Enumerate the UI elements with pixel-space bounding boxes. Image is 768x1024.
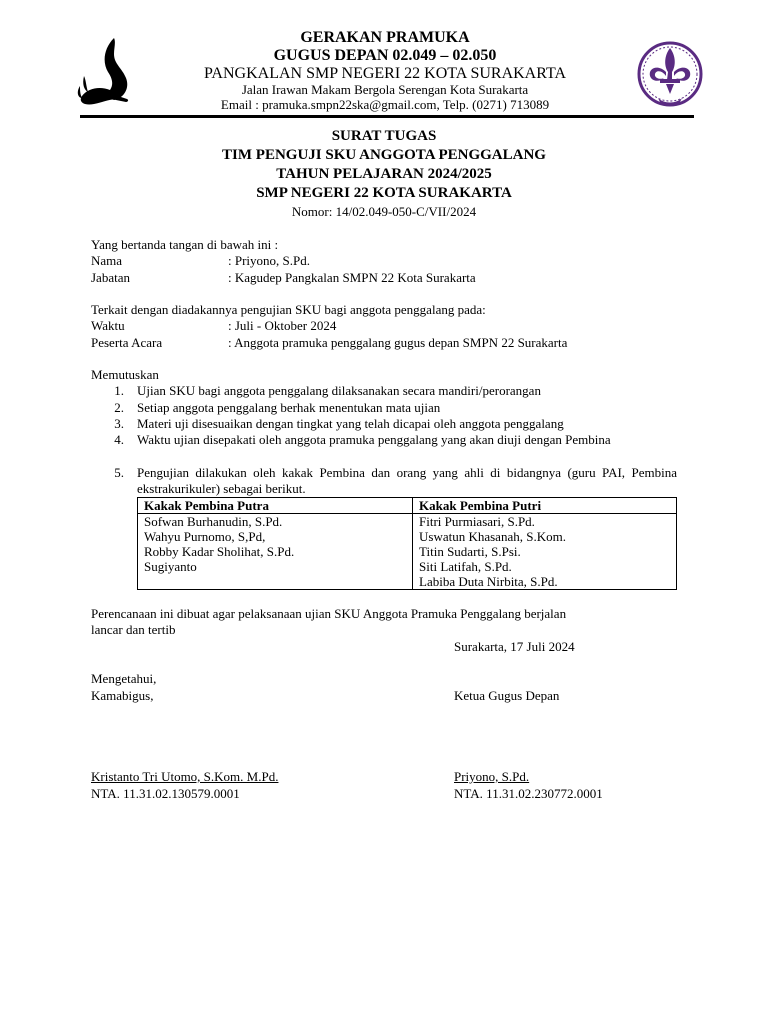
list-item: Sugiyanto: [144, 559, 197, 574]
putra-column: [138, 514, 413, 590]
place-date: Surakarta, 17 Juli 2024: [454, 639, 575, 654]
list-item: 2. Setiap anggota penggalang berhak menentukan mata ujian: [114, 400, 441, 415]
decision-heading: Memutuskan: [91, 367, 159, 382]
header-putri: Kakak Pembina Putri: [413, 498, 677, 514]
list-item: Sofwan Burhanudin, S.Pd.: [144, 514, 283, 529]
list-item: 3. Materi uji disesuaikan dengan tingkat yang telah dicapai oleh anggota penggalang: [114, 416, 564, 431]
table-header-row: [138, 498, 677, 514]
pangkalan-name: PANGKALAN SMP NEGERI 22 KOTA SURAKARTA: [204, 65, 566, 82]
closing-line-2: lancar dan tertib: [91, 622, 176, 637]
list-item: Siti Latifah, S.Pd.: [419, 559, 512, 574]
list-item: Labiba Duta Nirbita, S.Pd.: [419, 574, 558, 589]
left-caption-1: Mengetahui,: [91, 671, 157, 686]
list-item: Wahyu Purnomo, S,Pd,: [144, 529, 266, 544]
tunas-kelapa-logo-icon: [74, 36, 134, 108]
doc-subtitle-1: TIM PENGUJI SKU ANGGOTA PENGGALANG: [222, 147, 546, 163]
waktu-value: : Juli - Oktober 2024: [228, 318, 337, 333]
doc-title: SURAT TUGAS: [331, 128, 437, 144]
list-item: Uswatun Khasanah, S.Kom.: [419, 529, 566, 544]
left-signer-nta: NTA. 11.31.02.130579.0001: [91, 786, 240, 801]
header-divider: [80, 115, 694, 118]
event-intro: Terkait dengan diadakannya pengujian SKU bagi anggota penggalang pada:: [91, 302, 486, 317]
peserta-label: Peserta Acara: [91, 335, 163, 350]
right-signer-name: Priyono, S.Pd.: [454, 769, 530, 784]
org-name: GERAKAN PRAMUKA: [300, 29, 470, 46]
pembina-table: [137, 497, 677, 590]
signer-position-row: [91, 270, 476, 286]
header-putra: Kakak Pembina Putra: [138, 498, 413, 514]
list-item: 1. Ujian SKU bagi anggota penggalang dilaksanakan secara mandiri/perorangan: [114, 383, 541, 398]
signer-intro: Yang bertanda tangan di bawah ini :: [91, 237, 279, 252]
waktu-label: Waktu: [91, 318, 125, 333]
doc-subtitle-2: TAHUN PELAJARAN 2024/2025: [276, 166, 492, 182]
list-item: 5. Pengujian dilakukan oleh kakak Pembina dan orang yang ahli di bidangnya (guru PAI, Pembina ekstrakurikuler) sebagai berikut.: [114, 465, 677, 496]
list-item: 4. Waktu ujian disepakati oleh anggota pramuka penggalang yang akan diuji dengan Pembina: [114, 432, 611, 447]
left-signer-name: Kristanto Tri Utomo, S.Kom. M.Pd.: [91, 769, 279, 784]
peserta-value: : Anggota pramuka penggalang gugus depan SMPN 22 Surakarta: [228, 335, 568, 350]
closing-line-1: Perencanaan ini dibuat agar pelaksanaan ujian SKU Anggota Pramuka Penggalang berjalan: [91, 606, 567, 621]
right-signer-nta: NTA. 11.31.02.230772.0001: [454, 786, 603, 801]
gugus-depan: GUGUS DEPAN 02.049 – 02.050: [273, 47, 497, 64]
putri-column: [413, 514, 677, 590]
right-caption: Ketua Gugus Depan: [454, 688, 560, 703]
jabatan-value: : Kagudep Pangkalan SMPN 22 Kota Surakarta: [228, 270, 476, 285]
list-item: Fitri Purmiasari, S.Pd.: [419, 514, 535, 529]
jabatan-label: Jabatan: [91, 270, 130, 285]
contact-info: Email : pramuka.smpn22ska@gmail.com, Telp. (0271) 713089: [220, 97, 550, 112]
table-row: [138, 514, 677, 590]
doc-number: Nomor: 14/02.049-050-C/VII/2024: [291, 204, 477, 219]
list-item: Robby Kadar Sholihat, S.Pd.: [144, 544, 295, 559]
event-time-row: [91, 318, 336, 334]
list-item: Titin Sudarti, S.Psi.: [419, 544, 521, 559]
signer-name-row: [91, 253, 310, 269]
left-caption-2: Kamabigus,: [91, 688, 154, 703]
address: Jalan Irawan Makam Bergola Serengan Kota Surakarta: [241, 82, 529, 97]
nama-value: : Priyono, S.Pd.: [228, 253, 310, 268]
nama-label: Nama: [91, 253, 123, 268]
world-scout-emblem-icon: [636, 40, 704, 112]
doc-subtitle-3: SMP NEGERI 22 KOTA SURAKARTA: [256, 185, 512, 201]
event-participants-row: [91, 335, 567, 351]
